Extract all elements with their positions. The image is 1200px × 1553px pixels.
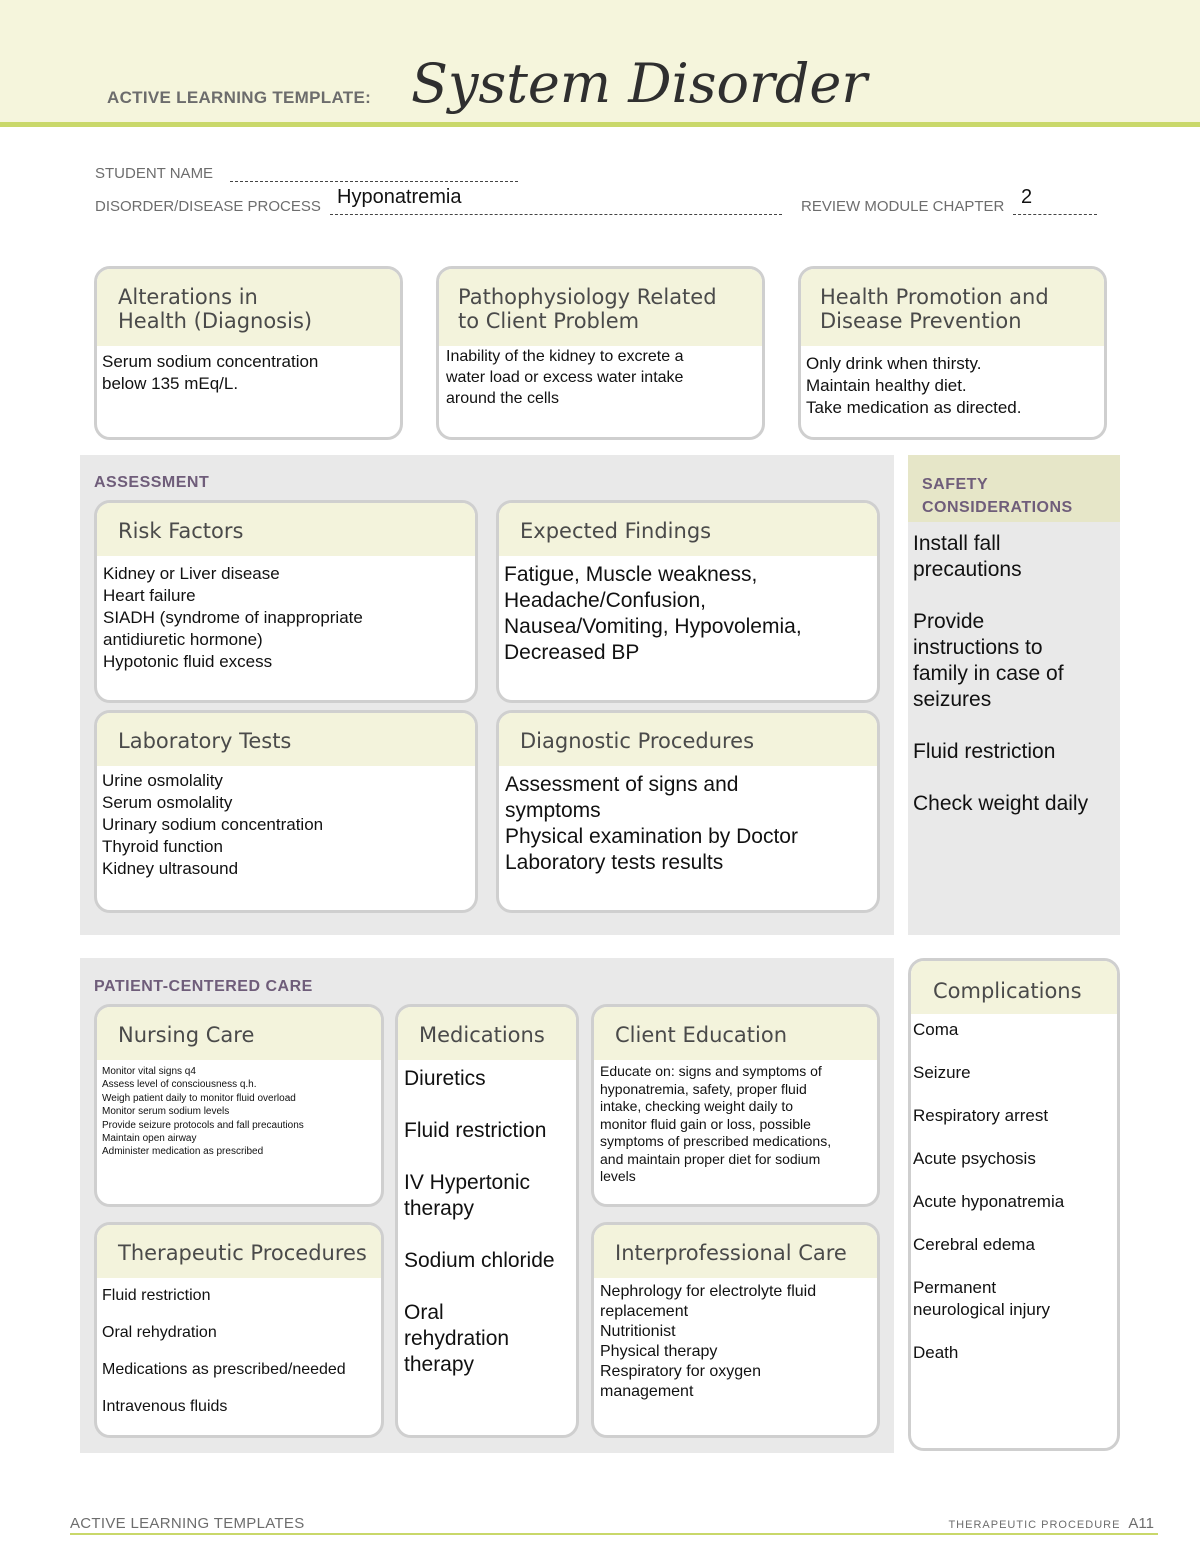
diagnostic-procedure-item: Assessment of signs and <box>505 773 739 796</box>
expected-finding-item: Nausea/Vomiting, Hypovolemia, <box>504 615 802 638</box>
laboratory-test-item: Urinary sodium concentration <box>102 815 324 834</box>
nursing-care-body <box>97 1060 381 1159</box>
nursing-care-item: Administer medication as prescribed <box>102 1146 264 1158</box>
safety-item: Install fall precautions <box>913 532 1022 581</box>
diagnostic-procedures-card <box>496 710 880 913</box>
health-promotion-card <box>798 266 1107 440</box>
interprofessional-care-line: Nephrology for electrolyte fluid <box>600 1283 817 1300</box>
therapeutic-procedures-title: Therapeutic Procedures <box>97 1225 381 1278</box>
client-education-line: and maintain proper diet for sodium <box>600 1150 821 1167</box>
footer-left: ACTIVE LEARNING TEMPLATES <box>70 1515 305 1532</box>
therapeutic-procedure-item: Fluid restriction <box>102 1287 211 1304</box>
client-education-line: intake, checking weight daily to <box>600 1098 793 1114</box>
risk-factor-item: antidiuretic hormone) <box>103 630 263 649</box>
expected-finding-item: Fatigue, Muscle weakness, <box>504 563 758 586</box>
alterations-line: Serum sodium concentration <box>102 352 319 371</box>
diagnostic-procedure-item: Laboratory tests results <box>505 851 724 874</box>
health-promotion-body <box>801 346 1104 419</box>
risk-factors-card <box>94 500 478 703</box>
alterations-line: below 135 mEq/L. <box>102 374 239 393</box>
disorder-value: Hyponatremia <box>337 186 462 208</box>
pathophysiology-line: around the cells <box>446 390 559 407</box>
chapter-label: REVIEW MODULE CHAPTER <box>801 198 1005 215</box>
interprofessional-care-line: Nutritionist <box>600 1323 676 1340</box>
complication-item: Coma <box>913 1020 959 1039</box>
medication-item: Diuretics <box>404 1067 486 1090</box>
student-name-field[interactable] <box>230 163 518 182</box>
risk-factor-item: Heart failure <box>103 586 196 605</box>
laboratory-tests-title: Laboratory Tests <box>97 713 475 766</box>
medications-card <box>395 1004 579 1438</box>
health-promotion-line: Take medication as directed. <box>806 398 1022 417</box>
student-name-label: STUDENT NAME <box>95 165 214 182</box>
expected-findings-title: Expected Findings <box>499 503 877 556</box>
health-promotion-line: Maintain healthy diet. <box>806 376 967 395</box>
medication-item: Fluid restriction <box>404 1119 547 1142</box>
pathophysiology-line: water load or excess water intake <box>446 369 684 386</box>
risk-factor-item: SIADH (syndrome of inappropriate <box>103 608 363 627</box>
complications-card <box>908 958 1120 1451</box>
nursing-care-item: Weigh patient daily to monitor fluid overload <box>102 1092 296 1104</box>
medication-item: Sodium chloride <box>404 1249 555 1272</box>
expected-findings-body <box>499 556 877 666</box>
safety-item: Provide instructions to family in case of seizures <box>913 610 1064 711</box>
complications-title: Complications <box>911 961 1117 1014</box>
diagnostic-procedure-item: Physical examination by Doctor <box>505 825 798 848</box>
health-promotion-line: Only drink when thirsty. <box>806 354 982 373</box>
complication-item: Death <box>913 1343 959 1362</box>
therapeutic-procedures-body <box>97 1278 381 1417</box>
patient-care-label: PATIENT-CENTERED CARE <box>94 978 313 995</box>
complications-body <box>911 1014 1117 1364</box>
client-education-line: monitor fluid gain or loss, possible <box>600 1115 811 1132</box>
laboratory-test-item: Thyroid function <box>102 837 223 856</box>
client-education-card <box>591 1004 880 1207</box>
client-education-line: Educate on: signs and symptoms of <box>600 1063 822 1079</box>
medication-item: Oral rehydration therapy <box>404 1301 510 1376</box>
expected-finding-item: Decreased BP <box>504 641 640 664</box>
diagnostic-procedures-title: Diagnostic Procedures <box>499 713 877 766</box>
nursing-care-title: Nursing Care <box>97 1007 381 1060</box>
expected-finding-item: Headache/Confusion, <box>504 589 706 612</box>
complication-item: Seizure <box>913 1063 971 1082</box>
complication-item: Cerebral edema <box>913 1235 1035 1254</box>
medications-title: Medications <box>398 1007 576 1060</box>
laboratory-tests-body <box>97 766 475 880</box>
nursing-care-card <box>94 1004 384 1207</box>
interprofessional-care-title: Interprofessional Care <box>594 1225 877 1278</box>
safety-label: SAFETY CONSIDERATIONS <box>922 476 1073 516</box>
interprofessional-care-line: replacement <box>600 1303 689 1320</box>
complication-item: Acute hyponatremia <box>913 1192 1065 1211</box>
interprofessional-care-line: Physical therapy <box>600 1343 718 1360</box>
diagnostic-procedure-item: symptoms <box>505 799 601 822</box>
complication-item: Acute psychosis <box>913 1149 1036 1168</box>
medication-item: IV Hypertonic therapy <box>404 1171 531 1220</box>
therapeutic-procedure-item: Intravenous fluids <box>102 1398 228 1415</box>
client-education-title: Client Education <box>594 1007 877 1060</box>
complication-item: Permanent neurological injury <box>913 1278 1051 1319</box>
medications-body <box>398 1060 576 1378</box>
expected-findings-card <box>496 500 880 703</box>
laboratory-tests-card <box>94 710 478 913</box>
interprofessional-care-body <box>594 1278 877 1402</box>
interprofessional-care-card <box>591 1222 880 1438</box>
disorder-label: DISORDER/DISEASE PROCESS <box>95 198 321 215</box>
risk-factors-title: Risk Factors <box>97 503 475 556</box>
client-education-body <box>594 1060 877 1186</box>
client-education-line: levels <box>600 1168 636 1184</box>
page-title: System Disorder <box>411 52 868 115</box>
nursing-care-item: Provide seizure protocols and fall precautions <box>102 1119 304 1131</box>
footer-rule <box>70 1533 1158 1535</box>
pathophysiology-body <box>439 346 762 409</box>
laboratory-test-item: Kidney ultrasound <box>102 859 239 878</box>
assessment-label: ASSESSMENT <box>94 474 210 491</box>
alterations-card <box>94 266 403 440</box>
laboratory-test-item: Serum osmolality <box>102 793 233 812</box>
risk-factors-body <box>97 556 475 673</box>
safety-item: Fluid restriction <box>913 740 1056 763</box>
therapeutic-procedures-card <box>94 1222 384 1438</box>
pathophysiology-card <box>436 266 765 440</box>
header-rule <box>0 122 1200 127</box>
safety-list <box>913 531 1118 817</box>
nursing-care-item: Monitor serum sodium levels <box>102 1106 230 1118</box>
interprofessional-care-line: Respiratory for oxygen <box>600 1363 761 1380</box>
nursing-care-item: Monitor vital signs q4 <box>102 1066 196 1077</box>
diagnostic-procedures-body <box>499 766 877 876</box>
therapeutic-procedure-item: Medications as prescribed/needed <box>102 1361 346 1378</box>
template-kicker: ACTIVE LEARNING TEMPLATE: <box>107 88 372 107</box>
risk-factor-item: Hypotonic fluid excess <box>103 652 273 671</box>
alterations-body <box>97 346 400 395</box>
pathophysiology-title: Pathophysiology Related to Client Problem <box>439 269 762 346</box>
chapter-value: 2 <box>1021 186 1033 208</box>
client-education-line: symptoms of prescribed medications, <box>600 1133 832 1149</box>
interprofessional-care-line: management <box>600 1383 694 1400</box>
safety-item: Check weight daily <box>913 792 1089 815</box>
footer-right <box>948 1515 1154 1532</box>
health-promotion-title: Health Promotion and Disease Prevention <box>801 269 1104 346</box>
client-education-line: hyponatremia, safety, proper fluid <box>600 1080 807 1097</box>
nursing-care-item: Maintain open airway <box>102 1133 197 1145</box>
risk-factor-item: Kidney or Liver disease <box>103 564 280 583</box>
footer-section: THERAPEUTIC PROCEDURE <box>948 1519 1121 1531</box>
laboratory-test-item: Urine osmolality <box>102 771 223 790</box>
therapeutic-procedure-item: Oral rehydration <box>102 1324 217 1341</box>
page-number: A11 <box>1128 1515 1154 1532</box>
nursing-care-item: Assess level of consciousness q.h. <box>102 1079 257 1091</box>
alterations-title: Alterations in Health (Diagnosis) <box>97 269 400 346</box>
complication-item: Respiratory arrest <box>913 1106 1049 1125</box>
pathophysiology-line: Inability of the kidney to excrete a <box>446 348 684 365</box>
